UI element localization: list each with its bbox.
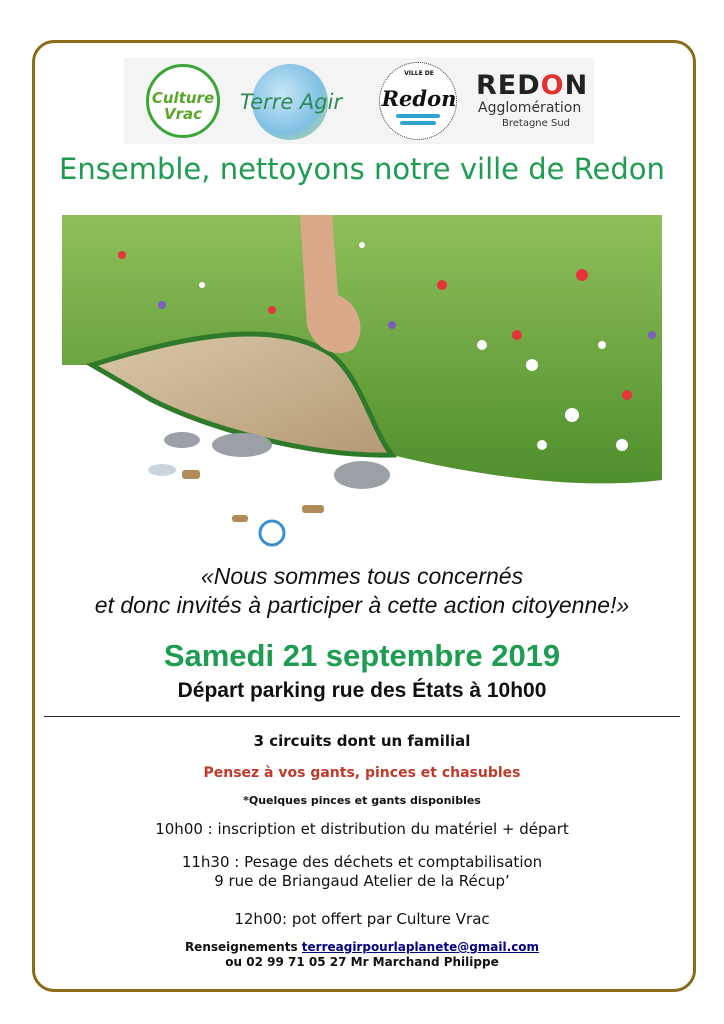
- quote: [0, 562, 724, 620]
- schedule-item-1: 10h00 : inscription et distribution du matériel + départ: [155, 820, 569, 838]
- contact-label: Renseignements: [184, 940, 298, 954]
- divider: [44, 716, 680, 717]
- page-title: Ensemble, nettoyons notre ville de Redon: [59, 152, 665, 186]
- wave-icon: [396, 114, 440, 118]
- circuits-info: 3 circuits dont un familial: [253, 732, 471, 750]
- ville-redon-small: VILLE DE: [404, 70, 434, 77]
- event-date: Samedi 21 septembre 2019: [163, 638, 561, 673]
- redon-agglo-name: [476, 70, 588, 101]
- redon-agglo-line2: Agglomération: [478, 100, 582, 116]
- quote-line2: et donc invités à participer à cette action citoyenne!»: [94, 592, 630, 618]
- schedule-item-3: 12h00: pot offert par Culture Vrac: [234, 910, 490, 928]
- availability-note: *Quelques pinces et gants disponibles: [243, 794, 481, 807]
- contact-info: [0, 940, 724, 970]
- redon-agglo-line3: Bretagne Sud: [502, 118, 571, 129]
- culture-vrac-logo: [146, 64, 220, 138]
- gloves-reminder: Pensez à vos gants, pinces et chasubles: [203, 765, 521, 781]
- culture-vrac-line1: Culture: [151, 89, 215, 107]
- schedule-item-2-line1: 11h30 : Pesage des déchets et comptabilisation: [181, 853, 543, 871]
- redon-agglo-logo: [476, 70, 588, 134]
- wave-icon: [400, 121, 436, 125]
- grass-carpet-photo: [62, 215, 662, 560]
- redon-agglo-name-part: N: [564, 70, 589, 101]
- schedule-item-2: [0, 853, 724, 891]
- departure-info: Départ parking rue des États à 10h00: [177, 679, 547, 702]
- contact-phone: ou 02 99 71 05 27 Mr Marchand Philippe: [225, 955, 499, 969]
- quote-line1: «Nous sommes tous concernés: [200, 563, 524, 589]
- redon-agglo-name-part: RED: [476, 70, 541, 101]
- email-link[interactable]: terreagirpourlaplanete@gmail.com: [301, 940, 540, 954]
- ville-redon-logo: [374, 60, 464, 142]
- logo-banner: [124, 58, 594, 144]
- terre-agir-logo: [226, 64, 356, 140]
- redon-agglo-name-o: O: [540, 70, 565, 101]
- schedule-item-2-line2: 9 rue de Briangaud Atelier de la Récup’: [214, 872, 510, 890]
- contact-line1: [0, 940, 724, 955]
- ville-redon-name: Redon: [381, 86, 457, 111]
- culture-vrac-line2: Vrac: [163, 105, 203, 123]
- terre-agir-name: Terre Agir: [239, 90, 343, 114]
